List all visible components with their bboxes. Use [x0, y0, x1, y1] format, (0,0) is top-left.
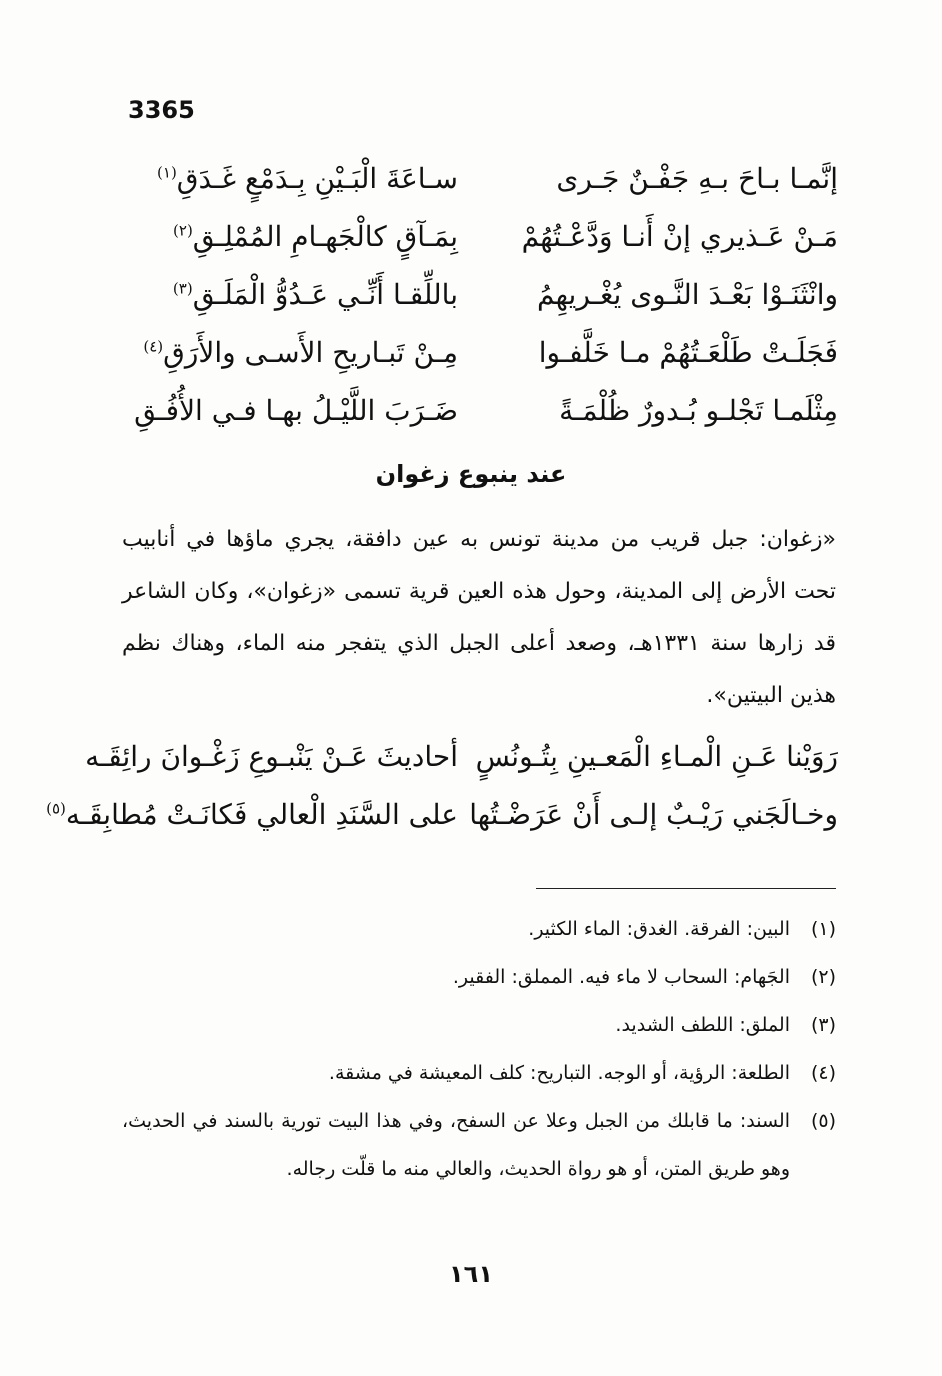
verse — [118, 266, 838, 324]
footnote — [122, 1097, 836, 1193]
hemistich-text: على السَّنَدِ الْعالي فَكانَـتْ مُطابِقَـه — [65, 798, 458, 831]
footnote — [122, 905, 836, 953]
footnotes — [122, 905, 836, 1193]
hemistich-text: بِمَـآقٍ كالْجَهـامِ المُمْلِـقِ — [192, 220, 458, 253]
second-hemistich — [118, 150, 458, 208]
footnote-ref: (٥) — [46, 799, 66, 818]
hemistich-text: أحاديثَ عَـنْ يَنْبـوعِ زَغْـوانَ رائِقَـه — [85, 740, 458, 773]
footnote-ref: (٣) — [172, 279, 193, 298]
hemistich-text: مِـنْ تَبـاريحِ الأَسـى والأَرَقِ — [163, 336, 458, 369]
footnote — [122, 1049, 836, 1097]
footnote-ref: (٢) — [173, 221, 193, 240]
verse — [118, 324, 838, 382]
verse — [118, 208, 838, 266]
verse — [46, 786, 838, 844]
page-id: 3365 — [128, 96, 195, 124]
footnote-text: الملق: اللطف الشديد. — [615, 1014, 790, 1036]
verse — [118, 150, 838, 208]
footnote-ref: (٤) — [143, 337, 164, 356]
first-hemistich: مِثْلَمـا تَجْلـو بُـدورٌ ظُلْمَـةً — [559, 394, 838, 427]
page-number: ١٦١ — [449, 1260, 493, 1288]
footnote-text: السند: ما قابلك من الجبل وعلا عن السفح، وفي هذا البيت تورية بالسند في الحديث، وهو طريق المتن، أو هو رواة الحديث، والعالي منه ما قلّت رجاله. — [122, 1110, 790, 1180]
footnote-text: الجَهام: السحاب لا ماء فيه. المملق: الفقير. — [452, 966, 790, 988]
footnote-divider — [536, 888, 836, 889]
poem-second — [46, 728, 838, 844]
hemistich-text: باللِّقـا أَنِّـي عَـدُوُّ الْمَلَـقِ — [192, 278, 458, 311]
footnote-number: (٢) — [810, 966, 836, 988]
footnote-text: الطلعة: الرؤية، أو الوجه. التباريح: كلف المعيشة في مشقة. — [328, 1062, 790, 1084]
first-hemistich: رَوَيْنا عَـنِ الْمـاءِ الْمَعـينِ بِتُـونُسٍ — [475, 740, 838, 773]
footnote-number: (٤) — [810, 1062, 836, 1084]
second-hemistich — [85, 728, 458, 786]
first-hemistich: فَجَلَـتْ طَلْعَـتُهُمْ مـا خَلَّفـوا — [538, 336, 838, 369]
second-hemistich — [118, 324, 458, 382]
first-hemistich: وانْثَنَـوْا بَعْـدَ النَّـوى يُغْـريهِمُ — [537, 278, 838, 311]
first-hemistich: مَـنْ عَـذيري إنْ أَنـا وَدَّعْـتُهُمْ — [521, 220, 838, 253]
first-hemistich: وخـالَجَني رَيْـبٌ إلـى أَنْ عَرَضْـتُها — [469, 798, 838, 831]
verse — [118, 382, 838, 440]
first-hemistich: إنَّمـا بـاحَ بـهِ جَفْـنٌ جَـرى — [556, 162, 838, 195]
footnote — [122, 1001, 836, 1049]
second-hemistich — [118, 208, 458, 266]
second-hemistich — [46, 786, 458, 844]
intro-paragraph: «زغوان: جبل قريب من مدينة تونس به عين دافقة، يجري ماؤها في أنابيب تحت الأرض إلى المدينة، وحول هذه العين قرية تسمى «زغوان»، وكان الشاعر قد زارها سنة ١٣٣١هـ، وصعد أعلى الجبل الذي يتفجر منه الماء، وهناك نظم هذين البيتين». — [122, 527, 837, 708]
footnote-number: (١) — [810, 918, 836, 940]
hemistich-text: ضَـرَبَ اللَّيْـلُ بهـا فـي الأُفُـقِ — [134, 394, 458, 427]
hemistich-text: سـاعَةَ الْبَـيْنِ بِـدَمْعٍ غَـدَقِ — [176, 162, 458, 195]
second-hemistich — [118, 266, 458, 324]
footnote-number: (٥) — [810, 1110, 836, 1132]
footnote-text: البين: الفرقة. الغدق: الماء الكثير. — [528, 918, 790, 940]
verse — [85, 728, 838, 786]
footnote-number: (٣) — [810, 1014, 836, 1036]
section-heading: عند ينبوع زغوان — [375, 460, 567, 488]
footnote-ref: (١) — [157, 163, 177, 182]
poem-first — [118, 150, 838, 440]
second-hemistich — [118, 382, 458, 440]
footnote — [122, 953, 836, 1001]
